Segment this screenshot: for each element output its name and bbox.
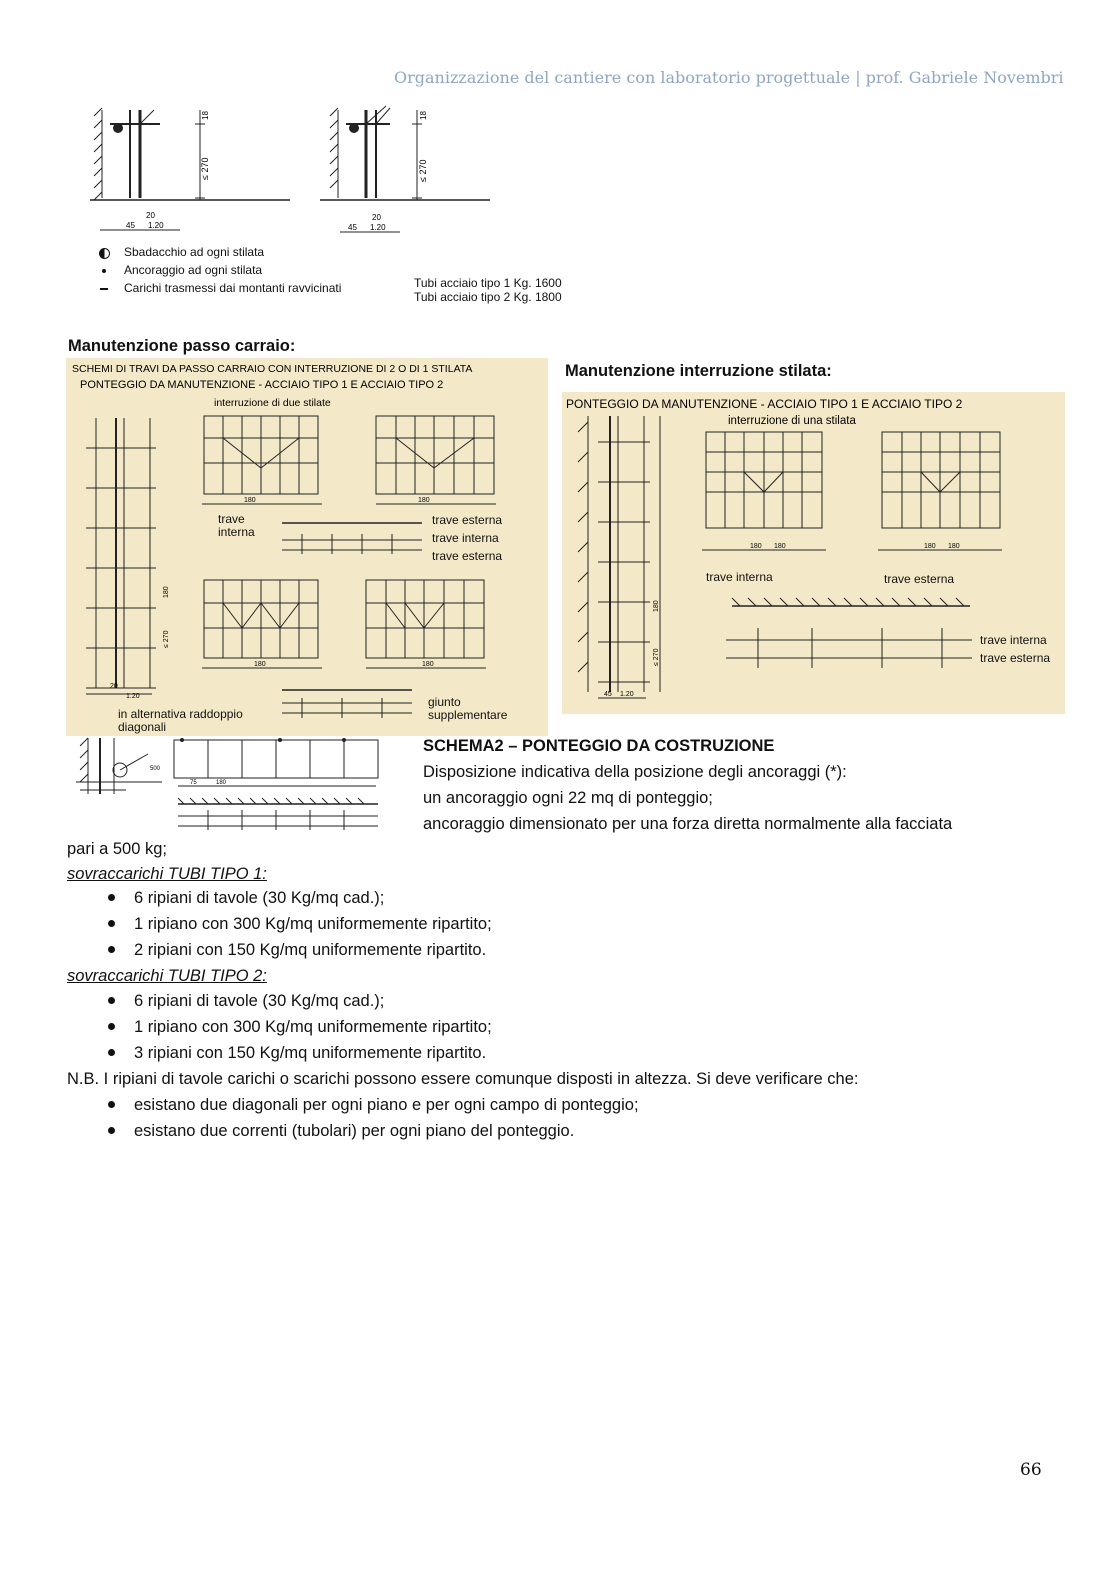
bullet-icon [108, 1127, 115, 1134]
dim-label: 180 [163, 586, 170, 598]
tipo1-heading: sovraccarichi TUBI TIPO 1: [67, 865, 267, 883]
list-item: esistano due correnti (tubolari) per ogni piano del ponteggio. [134, 1122, 575, 1140]
label-trave-esterna: trave esterna [432, 513, 503, 527]
figure-subtitle: interruzione di una stilata [728, 415, 856, 427]
dim-label: 180 [254, 661, 266, 668]
bullet-icon [108, 920, 115, 927]
dim-label: ≤ 270 [418, 159, 428, 182]
label-trave-interna: trave interna [706, 570, 773, 584]
dim-label: 1.20 [620, 691, 634, 698]
dim-label: 180 [216, 780, 227, 786]
dim-label: 180 [653, 600, 660, 612]
dim-label: 180 [422, 661, 434, 668]
dim-label: 20 [372, 213, 381, 222]
label-trave-esterna: trave esterna [980, 651, 1051, 665]
legend-item: Sbadacchio ad ogni stilata [124, 245, 265, 259]
bullet-icon [108, 1023, 115, 1030]
dim-label: 180 [948, 543, 960, 550]
list-item: 6 ripiani di tavole (30 Kg/mq cad.); [134, 889, 385, 907]
schema2-title: SCHEMA2 – PONTEGGIO DA COSTRUZIONE [423, 737, 775, 755]
legend-symbol-dot-icon [102, 269, 106, 273]
dim-label: 180 [924, 543, 936, 550]
passo-carraio-drawing [66, 358, 548, 736]
bullet-icon [108, 946, 115, 953]
dim-label: 1.20 [126, 693, 140, 700]
legend-item: Carichi trasmessi dai montanti ravvicinati [124, 281, 342, 295]
figure-caption: PONTEGGIO DA MANUTENZIONE - ACCIAIO TIPO 1 E ACCIAIO TIPO 2 [566, 397, 963, 411]
label-alternativa: in alternativa raddoppio diagonali [118, 707, 243, 734]
label-giunto: giunto supplementare [428, 695, 508, 722]
running-header: Organizzazione del cantiere con laboratorio progettuale | prof. Gabriele Novembri [394, 68, 1064, 87]
schema2-figure [66, 734, 386, 834]
dim-label: 180 [774, 543, 786, 550]
schema2-line: ancoraggio dimensionato per una forza diretta normalmente alla facciata [423, 815, 953, 833]
dim-label: 18 [419, 111, 428, 120]
dim-label: 180 [244, 497, 256, 504]
figure-caption: SCHEMI DI TRAVI DA PASSO CARRAIO CON INTERRUZIONE DI 2 O DI 1 STILATA [72, 363, 473, 375]
dim-label: 18 [201, 111, 210, 120]
tube-weight: Tubi acciaio tipo 2 Kg. 1800 [414, 290, 562, 304]
schema2-line: un ancoraggio ogni 22 mq di ponteggio; [423, 789, 713, 807]
section-title-passo-carraio: Manutenzione passo carraio: [68, 337, 296, 355]
dim-label: 45 [348, 223, 357, 232]
dim-label: 500 [150, 766, 161, 772]
legend-symbol-half-circle-icon [99, 248, 110, 259]
schema2-line: pari a 500 kg; [67, 840, 167, 858]
dim-label: ≤ 270 [200, 157, 210, 180]
interruzione-figure [562, 392, 1065, 714]
list-item: 2 ripiani con 150 Kg/mq uniformemente ripartito. [134, 941, 487, 959]
page-number: 66 [1020, 1460, 1042, 1480]
bullet-icon [108, 1101, 115, 1108]
label-trave-interna: trave interna [432, 531, 499, 545]
top-scaffold-figure [90, 100, 610, 310]
dim-label: 180 [750, 543, 762, 550]
schema2-drawing [66, 734, 386, 834]
bullet-icon [108, 997, 115, 1004]
label-trave-interna: trave interna [980, 633, 1047, 647]
dim-label: 45 [604, 691, 612, 698]
schema2-line: Disposizione indicativa della posizione degli ancoraggi (*): [423, 763, 847, 781]
figure-caption: PONTEGGIO DA MANUTENZIONE - ACCIAIO TIPO 1 E ACCIAIO TIPO 2 [80, 379, 444, 391]
passo-carraio-figure [66, 358, 548, 736]
tube-weight: Tubi acciaio tipo 1 Kg. 1600 [414, 276, 562, 290]
dim-label: 45 [126, 221, 135, 230]
dim-label: 1.20 [370, 223, 386, 232]
legend-symbol-dash-icon [100, 288, 108, 290]
dim-label: ≤ 270 [653, 648, 660, 666]
list-item: 1 ripiano con 300 Kg/mq uniformemente ripartito; [134, 1018, 492, 1036]
tipo2-heading: sovraccarichi TUBI TIPO 2: [67, 967, 267, 985]
dim-label: 75 [190, 780, 197, 786]
bullet-icon [108, 1049, 115, 1056]
dim-label: 1.20 [148, 221, 164, 230]
interruzione-drawing [562, 392, 1065, 714]
label-trave-interna: trave interna [218, 512, 255, 539]
dim-label: 20 [146, 211, 155, 220]
list-item: esistano due diagonali per ogni piano e per ogni campo di ponteggio; [134, 1096, 639, 1114]
nb-paragraph: N.B. I ripiani di tavole carichi o scarichi possono essere comunque disposti in altezza. Si deve verificare che: [67, 1070, 859, 1088]
list-item: 6 ripiani di tavole (30 Kg/mq cad.); [134, 992, 385, 1010]
label-trave-esterna: trave esterna [432, 549, 503, 563]
dim-label: ≤ 270 [163, 630, 170, 648]
section-title-interruzione: Manutenzione interruzione stilata: [565, 362, 832, 380]
legend-item: Ancoraggio ad ogni stilata [124, 263, 263, 277]
list-item: 1 ripiano con 300 Kg/mq uniformemente ripartito; [134, 915, 492, 933]
bullet-icon [108, 894, 115, 901]
dim-label: 20 [110, 683, 118, 690]
figure-subtitle: interruzione di due stilate [214, 397, 331, 409]
dim-label: 180 [418, 497, 430, 504]
label-trave-esterna: trave esterna [884, 572, 955, 586]
list-item: 3 ripiani con 150 Kg/mq uniformemente ripartito. [134, 1044, 487, 1062]
